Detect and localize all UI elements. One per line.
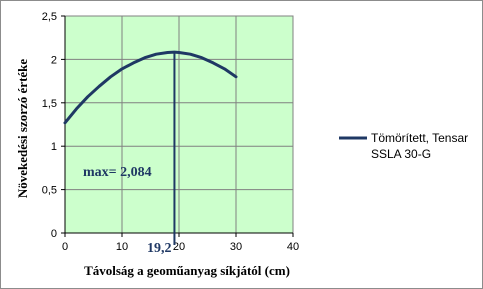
x-tick-label: 0 [61, 241, 69, 253]
max-value-label: max= 2,084 [83, 165, 152, 180]
y-tick-label: 1,5 [41, 97, 57, 110]
x-tick-label: 20 [172, 241, 186, 253]
legend-label: Tömörített, Tensar [371, 131, 469, 145]
chart-svg [1, 1, 482, 288]
x-tick-label: 10 [115, 241, 129, 253]
y-tick-label: 2,5 [41, 11, 57, 23]
max-x-label: 19,2 [146, 241, 172, 256]
x-tick-label: 40 [286, 241, 300, 253]
legend-label: SSLA 30-G [371, 147, 432, 161]
y-tick-label: 0,5 [41, 184, 57, 197]
x-tick-label: 30 [229, 241, 243, 253]
y-tick-label: 1 [50, 141, 57, 154]
y-tick-label: 0 [50, 228, 57, 240]
y-axis-title: Növekedési szorzó értéke [15, 58, 30, 199]
x-axis-title: Távolság a geoműanyag síkjától (cm) [84, 263, 290, 278]
y-tick-label: 2 [50, 54, 57, 67]
